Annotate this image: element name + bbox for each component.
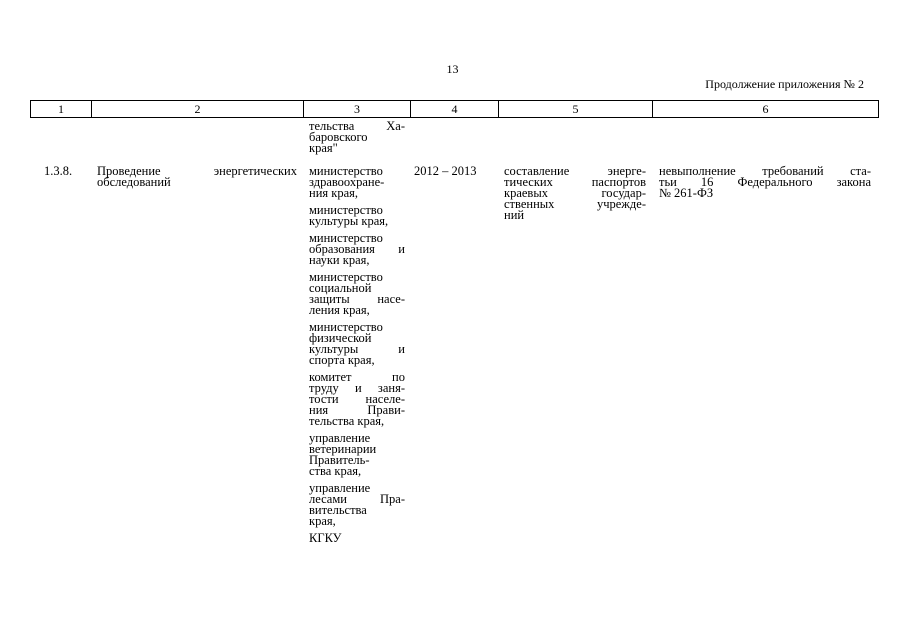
executor-line: управление [309,481,371,495]
executor-line: управление [309,431,371,445]
header-col-6: 6 [653,101,879,118]
executor-line: министерство [309,203,383,217]
executor-block [309,433,405,477]
row-number: 1.3.8. [44,164,73,178]
header-col-5: 5 [499,101,653,118]
executor-line: здравоохране- [309,175,385,189]
executor-line: культуры и [309,342,405,356]
executor-block [309,166,405,199]
executor-line: защиты насе- [309,292,405,306]
executor-line: ства края, [309,464,362,478]
executors-cell [309,166,405,550]
executor-block [309,233,405,266]
executor-line: науки края, [309,253,370,267]
executor-line: края, [309,514,336,528]
activity-line: Проведение энергетических [97,164,297,178]
executor-line: министерство [309,231,383,245]
carryover-line: тельства Ха- [309,119,405,133]
header-col-1: 1 [31,101,92,118]
executor-line: физической [309,331,372,345]
carryover-line: баровского [309,130,368,144]
executor-line: министерство [309,270,383,284]
carryover-text [309,121,405,154]
result-line: составление энерге- [504,164,646,178]
executor-line: ветеринарии [309,442,377,456]
executor-line: спорта края, [309,353,375,367]
page-number: 13 [446,62,459,76]
carryover-line: края" [309,141,338,155]
executor-line: комитет по [309,370,405,384]
consequence-line: невыполнение требований ста- [659,164,871,178]
executor-block [309,483,405,527]
executor-line: лесами Пра- [309,492,405,506]
executor-line: КГКУ [309,531,342,545]
executor-line: тости населе- [309,392,405,406]
result-line: тических паспортов [504,175,646,189]
executor-block [309,372,405,427]
executor-line: вительства [309,503,367,517]
executor-line: ния края, [309,186,358,200]
header-col-3: 3 [304,101,411,118]
executor-line: министерство [309,164,383,178]
result-cell [504,166,646,221]
consequence-line: тьи 16 Федерального закона [659,175,871,189]
executor-line: культуры края, [309,214,389,228]
executor-line: тельства края, [309,414,385,428]
executor-block [309,272,405,316]
header-row [31,101,879,118]
consequence-line: № 261-ФЗ [659,186,714,200]
table-header [30,100,879,118]
executor-line: труду и заня- [309,381,405,395]
executor-block [309,322,405,366]
header-col-4: 4 [411,101,499,118]
executor-line: Правитель- [309,453,370,467]
result-line: ственных учрежде- [504,197,646,211]
result-line: краевых государ- [504,186,646,200]
executor-block [309,205,405,227]
executor-block [309,533,405,544]
consequence-cell [659,166,871,199]
activity-cell [97,166,297,188]
activity-line: обследований [97,175,171,189]
executor-line: министерство [309,320,383,334]
period-cell: 2012 – 2013 [414,164,477,178]
header-col-2: 2 [92,101,304,118]
executor-line: социальной [309,281,372,295]
executor-line: ния Прави- [309,403,405,417]
result-line: ний [504,208,525,222]
executor-line: образования и [309,242,405,256]
executor-line: ления края, [309,303,370,317]
appendix-note: Продолжение приложения № 2 [705,77,864,91]
